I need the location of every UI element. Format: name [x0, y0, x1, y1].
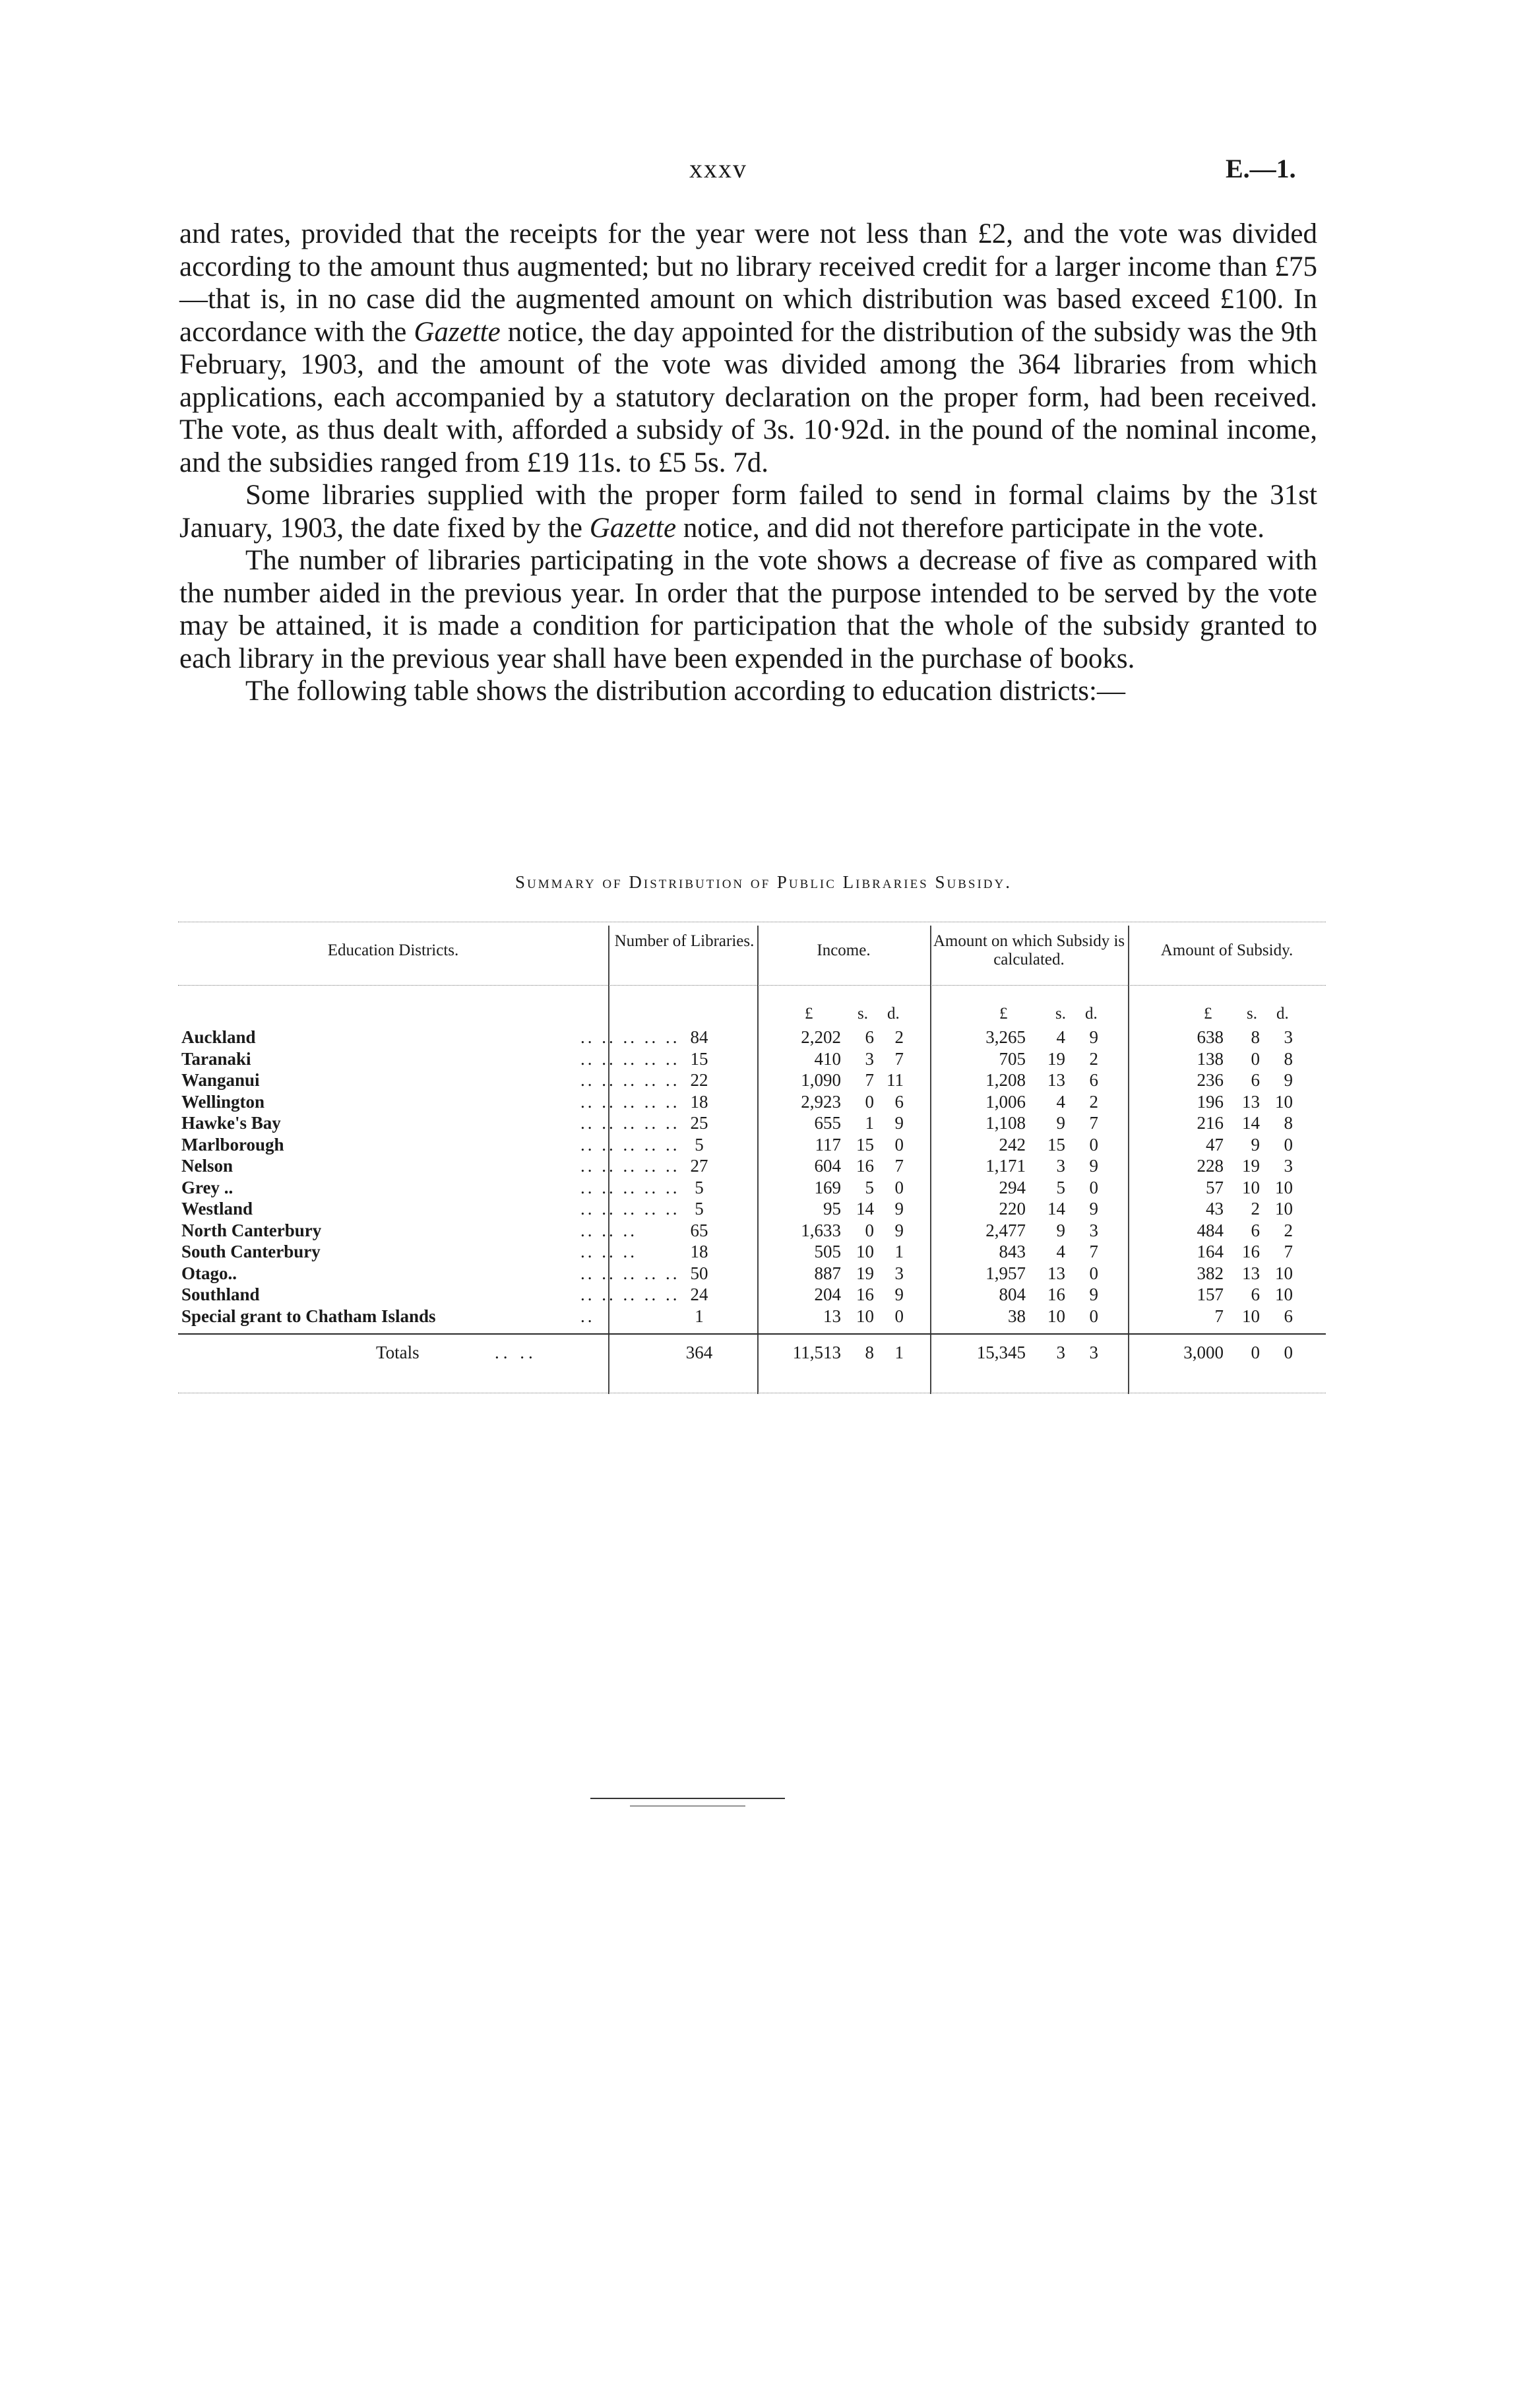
calc-pence: 0 — [1089, 1263, 1098, 1283]
totals-label: Totals — [376, 1343, 420, 1362]
subsidy-pence: 6 — [1284, 1306, 1293, 1326]
totals-subsidy-pounds: 3,000 — [1183, 1343, 1224, 1362]
income-pounds: 1,090 — [801, 1070, 841, 1090]
unit-pence: d. — [1085, 1005, 1098, 1023]
totals-income-shillings: 8 — [865, 1343, 874, 1362]
totals-row — [178, 1343, 1326, 1366]
subsidy-shillings: 16 — [1242, 1242, 1260, 1261]
calc-shillings: 9 — [1056, 1220, 1065, 1240]
calc-pence: 9 — [1089, 1284, 1098, 1304]
subsidy-shillings: 14 — [1242, 1113, 1260, 1133]
subsidy-table — [178, 914, 1326, 1402]
income-shillings: 7 — [865, 1070, 874, 1090]
income-pence: 9 — [894, 1113, 904, 1133]
calc-shillings: 15 — [1047, 1134, 1065, 1155]
income-pounds: 887 — [814, 1263, 841, 1283]
district-name: Taranaki — [181, 1048, 251, 1069]
income-pence: 9 — [894, 1220, 904, 1240]
subsidy-pence: 8 — [1284, 1113, 1293, 1133]
calc-shillings: 19 — [1047, 1048, 1065, 1069]
subsidy-pounds: 47 — [1206, 1134, 1224, 1155]
paragraph-2 — [179, 479, 1317, 544]
library-count: 15 — [690, 1048, 708, 1069]
unit-pound: £ — [1204, 1005, 1212, 1023]
calc-pence: 0 — [1089, 1306, 1098, 1326]
subsidy-pounds: 236 — [1197, 1070, 1224, 1090]
income-pounds: 655 — [814, 1113, 841, 1133]
calc-pence: 6 — [1089, 1070, 1098, 1090]
paragraph-2-text-b: notice, and did not therefore participate in the vote. — [676, 512, 1264, 544]
subsidy-pounds: 484 — [1197, 1220, 1224, 1240]
income-shillings: 5 — [865, 1177, 874, 1197]
calc-pence: 7 — [1089, 1113, 1098, 1133]
leader-dots: .. .. .. .. .. — [580, 1091, 680, 1112]
unit-pence: d. — [887, 1005, 900, 1023]
subsidy-pence: 3 — [1284, 1156, 1293, 1176]
table-row — [178, 1049, 1326, 1070]
unit-pound: £ — [999, 1005, 1008, 1023]
calc-pence: 9 — [1089, 1027, 1098, 1047]
income-pence: 7 — [894, 1156, 904, 1176]
subsidy-shillings: 6 — [1251, 1284, 1260, 1304]
subsidy-pence: 10 — [1275, 1199, 1293, 1219]
table-row — [178, 1263, 1326, 1284]
calc-pounds: 804 — [999, 1284, 1026, 1304]
income-pence: 9 — [894, 1284, 904, 1304]
calc-pence: 9 — [1089, 1156, 1098, 1176]
district-name: Southland — [181, 1284, 260, 1304]
header-income: Income. — [817, 941, 871, 959]
income-shillings: 1 — [865, 1113, 874, 1133]
income-pounds: 2,923 — [801, 1091, 841, 1112]
subsidy-pounds: 138 — [1197, 1048, 1224, 1069]
leader-dots: .. .. .. .. .. — [580, 1048, 680, 1069]
library-count: 22 — [690, 1070, 708, 1090]
table-row — [178, 1027, 1326, 1048]
calc-pence: 3 — [1089, 1220, 1098, 1240]
district-name: Special grant to Chatham Islands — [181, 1306, 436, 1326]
calc-shillings: 3 — [1056, 1156, 1065, 1176]
table-row — [178, 1178, 1326, 1199]
subsidy-shillings: 6 — [1251, 1070, 1260, 1090]
calc-pounds: 2,477 — [985, 1220, 1026, 1240]
calc-shillings: 4 — [1056, 1242, 1065, 1261]
district-name: Wellington — [181, 1091, 265, 1112]
income-pence: 9 — [894, 1199, 904, 1219]
subsidy-shillings: 10 — [1242, 1306, 1260, 1326]
calc-pounds: 843 — [999, 1242, 1026, 1261]
district-name: Wanganui — [181, 1070, 260, 1090]
library-count: 18 — [690, 1091, 708, 1112]
library-count: 50 — [690, 1263, 708, 1283]
totals-income-pounds: 11,513 — [792, 1343, 841, 1362]
calc-pounds: 705 — [999, 1048, 1026, 1069]
leader-dots: .. .. .. .. .. — [580, 1027, 680, 1047]
calc-shillings: 9 — [1056, 1113, 1065, 1133]
calc-pence: 2 — [1089, 1048, 1098, 1069]
paragraph-1-text-a: and rates, provided that the receipts for the year were not less than £2, and the vote was divided according to the amount thus augmented; but no library received credit for a larger income than £75—that is, in no case did the augmented amount on which distribution was based exceed £100. In accordance with the — [179, 218, 1317, 348]
subsidy-shillings: 0 — [1251, 1048, 1260, 1069]
income-pounds: 13 — [823, 1306, 841, 1326]
calc-pounds: 294 — [999, 1177, 1026, 1197]
library-count: 5 — [695, 1134, 704, 1155]
calc-pounds: 1,171 — [985, 1156, 1026, 1176]
calc-pounds: 1,108 — [985, 1113, 1026, 1133]
district-name: South Canterbury — [181, 1242, 321, 1261]
table-row — [178, 1092, 1326, 1113]
subsidy-pence: 8 — [1284, 1048, 1293, 1069]
unit-shilling: s. — [1247, 1005, 1257, 1023]
unit-shilling: s. — [1055, 1005, 1066, 1023]
income-pence: 0 — [894, 1134, 904, 1155]
calc-shillings: 10 — [1047, 1306, 1065, 1326]
leader-dots: .. .. .. — [580, 1242, 637, 1261]
calc-pounds: 242 — [999, 1134, 1026, 1155]
calc-pence: 9 — [1089, 1199, 1098, 1219]
income-shillings: 15 — [856, 1134, 874, 1155]
table-row — [178, 1113, 1326, 1134]
district-name: Westland — [181, 1199, 253, 1219]
table-row — [178, 1242, 1326, 1263]
unit-shilling: s. — [857, 1005, 868, 1023]
unit-pound: £ — [805, 1005, 813, 1023]
gazette-italic: Gazette — [589, 512, 677, 544]
leader-dots: .. .. .. .. .. — [580, 1070, 680, 1090]
table-row — [178, 1156, 1326, 1177]
totals-calc-pounds: 15,345 — [976, 1343, 1026, 1362]
income-shillings: 14 — [856, 1199, 874, 1219]
header-calculated: Amount on which Subsidy is calculated. — [933, 932, 1125, 968]
leader-dots: .. .. .. .. .. — [580, 1134, 680, 1155]
income-shillings: 19 — [856, 1263, 874, 1283]
income-pence: 0 — [894, 1306, 904, 1326]
subsidy-pence: 9 — [1284, 1070, 1293, 1090]
paragraph-1 — [179, 218, 1317, 479]
subsidy-pence: 3 — [1284, 1027, 1293, 1047]
table-row — [178, 1070, 1326, 1091]
totals-subsidy-shillings: 0 — [1251, 1343, 1260, 1362]
subsidy-shillings: 13 — [1242, 1263, 1260, 1283]
totals-income-pence: 1 — [894, 1343, 904, 1362]
leader-dots: .. .. .. — [580, 1220, 637, 1240]
subsidy-shillings: 13 — [1242, 1091, 1260, 1112]
totals-dots: .. .. — [495, 1343, 537, 1362]
subsidy-pounds: 196 — [1197, 1091, 1224, 1112]
subsidy-pounds: 216 — [1197, 1113, 1224, 1133]
income-shillings: 0 — [865, 1220, 874, 1240]
paragraph-2-text-a: Some libraries supplied with the proper form failed to send in formal claims by the 31st January, 1903, the date fixed by the — [179, 480, 1317, 544]
district-name: Auckland — [181, 1027, 256, 1047]
subsidy-pence: 10 — [1275, 1284, 1293, 1304]
subsidy-pence: 7 — [1284, 1242, 1293, 1261]
calc-shillings: 5 — [1056, 1177, 1065, 1197]
subsidy-shillings: 10 — [1242, 1177, 1260, 1197]
leader-dots: .. .. .. .. .. — [580, 1113, 680, 1133]
leader-dots: .. .. .. .. .. — [580, 1156, 680, 1176]
header-subsidy: Amount of Subsidy. — [1160, 941, 1293, 959]
calc-pounds: 220 — [999, 1199, 1026, 1219]
calc-pounds: 1,957 — [985, 1263, 1026, 1283]
paragraph-4: The following table shows the distribution according to education districts:— — [245, 676, 1125, 707]
table-row — [178, 1284, 1326, 1306]
district-name: Nelson — [181, 1156, 234, 1176]
calc-pence: 0 — [1089, 1177, 1098, 1197]
library-count: 25 — [690, 1113, 708, 1133]
subsidy-shillings: 2 — [1251, 1199, 1260, 1219]
subsidy-shillings: 8 — [1251, 1027, 1260, 1047]
income-pence: 11 — [887, 1070, 904, 1090]
subsidy-pence: 10 — [1275, 1177, 1293, 1197]
income-pence: 0 — [894, 1177, 904, 1197]
subsidy-pounds: 164 — [1197, 1242, 1224, 1261]
income-pence: 1 — [894, 1242, 904, 1261]
district-name: Hawke's Bay — [181, 1113, 281, 1133]
totals-rule — [178, 1333, 1326, 1335]
calc-shillings: 4 — [1056, 1091, 1065, 1112]
library-count: 1 — [695, 1306, 704, 1326]
income-shillings: 10 — [856, 1242, 874, 1261]
calc-shillings: 14 — [1047, 1199, 1065, 1219]
income-pence: 2 — [894, 1027, 904, 1047]
paragraph-3: The number of libraries participating in the vote shows a decrease of five as compared with the number aided in the previous year. In order that the purpose intended to be served by the vote may be attained, it is made a condition for participation that the whole of the subsidy granted to each library in the previous year shall have been expended in the purchase of books. — [179, 545, 1317, 674]
subsidy-pounds: 638 — [1197, 1027, 1224, 1047]
leader-dots: .. .. .. .. .. — [580, 1284, 680, 1304]
calc-pounds: 38 — [1008, 1306, 1026, 1326]
page-number: xxxv — [689, 154, 747, 183]
leader-dots: .. — [580, 1306, 595, 1326]
income-pounds: 604 — [814, 1156, 841, 1176]
income-pence: 3 — [894, 1263, 904, 1283]
table-row — [178, 1135, 1326, 1156]
header-libraries: Number of Libraries. — [614, 932, 755, 950]
subsidy-shillings: 19 — [1242, 1156, 1260, 1176]
header-district: Education Districts. — [327, 941, 459, 959]
subsidy-pounds: 57 — [1206, 1177, 1224, 1197]
library-count: 5 — [695, 1177, 704, 1197]
subsidy-pounds: 43 — [1206, 1199, 1224, 1219]
library-count: 18 — [690, 1242, 708, 1261]
subsidy-pounds: 7 — [1214, 1306, 1224, 1326]
subsidy-shillings: 6 — [1251, 1220, 1260, 1240]
subsidy-pounds: 157 — [1197, 1284, 1224, 1304]
calc-pence: 0 — [1089, 1134, 1098, 1155]
income-pounds: 505 — [814, 1242, 841, 1261]
income-shillings: 3 — [865, 1048, 874, 1069]
calc-pounds: 1,006 — [985, 1091, 1026, 1112]
calc-shillings: 13 — [1047, 1263, 1065, 1283]
library-count: 84 — [690, 1027, 708, 1047]
district-name: Otago.. — [181, 1263, 237, 1283]
gazette-italic: Gazette — [414, 316, 501, 348]
table-row — [178, 1199, 1326, 1220]
library-count: 65 — [690, 1220, 708, 1240]
district-name: Grey .. — [181, 1177, 234, 1197]
income-pounds: 169 — [814, 1177, 841, 1197]
income-pounds: 204 — [814, 1284, 841, 1304]
document-reference: E.—1. — [1226, 154, 1296, 183]
calc-pence: 2 — [1089, 1091, 1098, 1112]
library-count: 27 — [690, 1156, 708, 1176]
subsidy-shillings: 9 — [1251, 1134, 1260, 1155]
calc-pounds: 1,208 — [985, 1070, 1026, 1090]
calc-pence: 7 — [1089, 1242, 1098, 1261]
subsidy-pence: 10 — [1275, 1091, 1293, 1112]
income-shillings: 16 — [856, 1156, 874, 1176]
totals-libraries: 364 — [685, 1343, 713, 1362]
income-pence: 6 — [894, 1091, 904, 1112]
header-rule — [178, 985, 1326, 986]
district-name: North Canterbury — [181, 1220, 322, 1240]
page-header — [0, 153, 1527, 193]
subsidy-pounds: 382 — [1197, 1263, 1224, 1283]
income-pounds: 2,202 — [801, 1027, 841, 1047]
leader-dots: .. .. .. .. .. — [580, 1177, 680, 1197]
income-pence: 7 — [894, 1048, 904, 1069]
income-pounds: 410 — [814, 1048, 841, 1069]
calc-pounds: 3,265 — [985, 1027, 1026, 1047]
calc-shillings: 16 — [1047, 1284, 1065, 1304]
end-rule — [590, 1798, 785, 1799]
income-pounds: 1,633 — [801, 1220, 841, 1240]
leader-dots: .. .. .. .. .. — [580, 1199, 680, 1219]
income-shillings: 6 — [865, 1027, 874, 1047]
body-text — [179, 218, 1317, 708]
table-title: Summary of Distribution of Public Libraries Subsidy. — [514, 872, 1012, 892]
income-pounds: 95 — [823, 1199, 841, 1219]
income-pounds: 117 — [815, 1134, 841, 1155]
unit-pence: d. — [1276, 1005, 1289, 1023]
totals-calc-shillings: 3 — [1056, 1343, 1065, 1362]
income-shillings: 0 — [865, 1091, 874, 1112]
totals-subsidy-pence: 0 — [1284, 1343, 1293, 1362]
totals-calc-pence: 3 — [1089, 1343, 1098, 1362]
leader-dots: .. .. .. .. .. — [580, 1263, 680, 1283]
district-name: Marlborough — [181, 1134, 284, 1155]
calc-shillings: 13 — [1047, 1070, 1065, 1090]
subsidy-pence: 0 — [1284, 1134, 1293, 1155]
paragraph-1-text-b: notice, the day appointed for the distribution of the subsidy was the 9th February, 1903, and the amount of the vote was divided among the 364 libraries from which applications, each accompanied by a statutory declaration on the proper form, had been received. The vote, as thus dealt with, afforded a subsidy of 3s. 10·92d. in the pound of the nominal income, and the subsidies ranged from £19 11s. to £5 5s. 7d. — [179, 316, 1317, 478]
income-shillings: 16 — [856, 1284, 874, 1304]
table-row — [178, 1306, 1326, 1327]
library-count: 24 — [690, 1284, 708, 1304]
table-row — [178, 1220, 1326, 1242]
subsidy-pounds: 228 — [1197, 1156, 1224, 1176]
income-shillings: 10 — [856, 1306, 874, 1326]
subsidy-pence: 2 — [1284, 1220, 1293, 1240]
calc-shillings: 4 — [1056, 1027, 1065, 1047]
subsidy-pence: 10 — [1275, 1263, 1293, 1283]
library-count: 5 — [695, 1199, 704, 1219]
